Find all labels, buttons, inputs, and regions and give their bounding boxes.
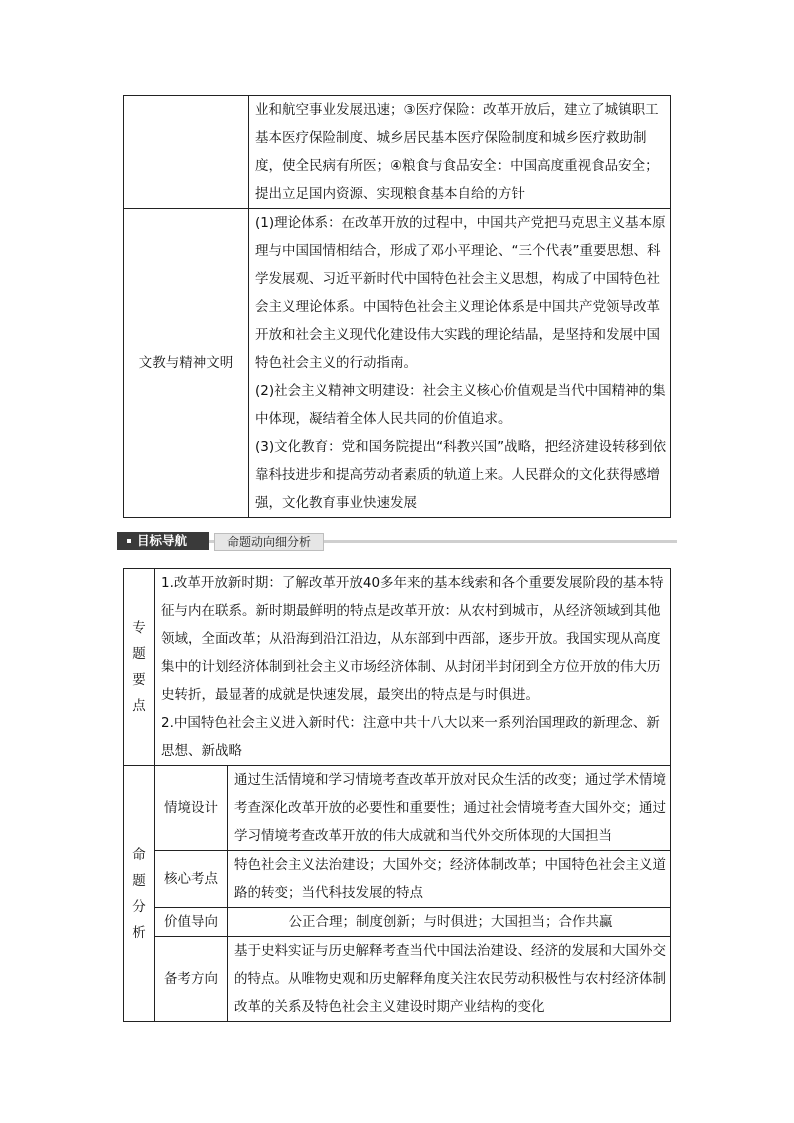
section-banner <box>117 532 677 550</box>
sub-label: 价值导向 <box>155 908 228 937</box>
banner-title-box <box>117 532 209 550</box>
sub-content: 公正合理；制度创新；与时俱进；大国担当；合作共赢 <box>228 908 671 937</box>
sub-content: 通过生活情境和学习情境考查改革开放对民众生活的改变；通过学术情境考查深化改革开放的必要性和重要性；通过社会情境考查大国外交；通过学习情境考查改革开放的伟大成就和当代外交所体现的大国担当 <box>228 766 671 851</box>
paragraph-spiritual: (2)社会主义精神文明建设：社会主义核心价值观是当代中国精神的集中体现，凝结着全体人民共同的价值追求。 <box>255 383 666 427</box>
analysis-table <box>123 568 671 1022</box>
table-row <box>124 96 671 209</box>
section-label-analysis: 命 题 分 析 <box>124 766 155 1022</box>
table-row <box>124 209 671 518</box>
row-content-culture <box>249 209 671 518</box>
banner-subtitle: 命题动向细分析 <box>214 533 324 551</box>
sub-label: 核心考点 <box>155 851 228 908</box>
key-point-1: 1.改革开放新时期：了解改革开放40多年来的基本线索和各个重要发展阶段的基本特征与内在联系。新时期最鲜明的特点是改革开放：从农村到城市，从经济领域到其他领域，全面改革；从沿海到沿江沿边，从东部到中西部，逐步开放。我国实现从高度集中的计划经济体制到社会主义市场经济体制、从封闭半封闭到全方位开放的伟大历史转折，最显著的成就是快速发展，最突出的特点是与时俱进。 <box>161 575 664 703</box>
table-row <box>124 908 671 937</box>
key-points-content <box>155 569 671 766</box>
table-row <box>124 766 671 851</box>
row-label <box>124 96 249 209</box>
table-row <box>124 851 671 908</box>
square-bullet-icon <box>127 539 131 543</box>
paragraph-theory: (1)理论体系：在改革开放的过程中，中国共产党把马克思主义基本原理与中国国情相结合，形成了邓小平理论、“三个代表”重要思想、科学发展观、习近平新时代中国特色社会主义思想，构成了中国特色社会主义理论体系。中国特色社会主义理论体系是中国共产党领导改革开放和社会主义现代化建设伟大实践的理论结晶，是坚持和发展中国特色社会主义的行动指南。 <box>255 215 666 371</box>
table-row <box>124 569 671 766</box>
continued-table <box>123 95 671 518</box>
banner-title: 目标导航 <box>137 533 188 548</box>
key-point-2: 2.中国特色社会主义进入新时代：注意中共十八大以来一系列治国理政的新理念、新思想、新战略 <box>161 715 660 759</box>
row-content: 业和航空事业发展迅速；③医疗保险：改革开放后，建立了城镇职工基本医疗保险制度、城乡居民基本医疗保险制度和城乡医疗救助制度，使全民病有所医；④粮食与食品安全：中国高度重视食品安全；提出立足国内资源、实现粮食基本自给的方针 <box>249 96 671 209</box>
sub-content: 特色社会主义法治建设；大国外交；经济体制改革；中国特色社会主义道路的转变；当代科技发展的特点 <box>228 851 671 908</box>
sub-content: 基于史料实证与历史解释考查当代中国法治建设、经济的发展和大国外交的特点。从唯物史观和历史解释角度关注农民劳动积极性与农村经济体制改革的关系及特色社会主义建设时期产业结构的变化 <box>228 937 671 1022</box>
section-label-key-points: 专 题 要 点 <box>124 569 155 766</box>
paragraph-education: (3)文化教育：党和国务院提出“科教兴国”战略，把经济建设转移到依靠科技进步和提高劳动者素质的轨道上来。人民群众的文化获得感增强，文化教育事业快速发展 <box>255 439 667 511</box>
sub-label: 情境设计 <box>155 766 228 851</box>
table-row <box>124 937 671 1022</box>
row-label-culture: 文教与精神文明 <box>124 209 249 518</box>
sub-label: 备考方向 <box>155 937 228 1022</box>
